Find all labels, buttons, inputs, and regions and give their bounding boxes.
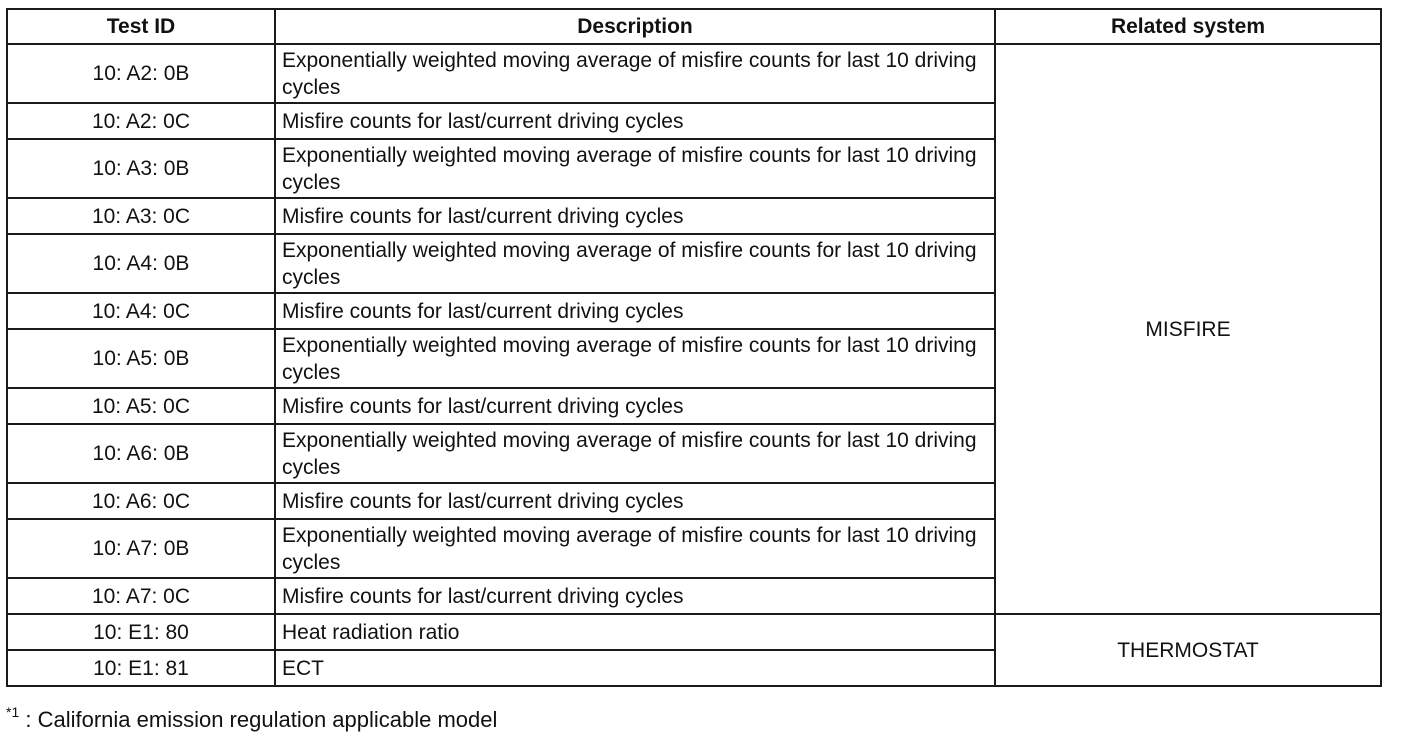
header-description: Description: [275, 9, 995, 44]
description-cell: Exponentially weighted moving average of misfire counts for last 10 driving cycles: [275, 139, 995, 198]
footnote-text: : California emission regulation applicable model: [25, 707, 498, 732]
description-cell: Heat radiation ratio: [275, 614, 995, 650]
description-cell: Misfire counts for last/current driving cycles: [275, 483, 995, 519]
footnote: [6, 706, 497, 734]
description-cell: Exponentially weighted moving average of misfire counts for last 10 driving cycles: [275, 519, 995, 578]
test-id-cell: 10: A2: 0C: [7, 103, 275, 139]
table-row: [7, 44, 1381, 103]
description-cell: Misfire counts for last/current driving cycles: [275, 293, 995, 329]
test-id-cell: 10: A6: 0C: [7, 483, 275, 519]
header-related-system: Related system: [995, 9, 1381, 44]
test-id-table: [6, 8, 1382, 687]
header-test-id: Test ID: [7, 9, 275, 44]
table-row: [7, 614, 1381, 650]
description-cell: Exponentially weighted moving average of misfire counts for last 10 driving cycles: [275, 234, 995, 293]
test-id-cell: 10: A5: 0C: [7, 388, 275, 424]
test-id-cell: 10: E1: 81: [7, 650, 275, 686]
test-id-cell: 10: A3: 0B: [7, 139, 275, 198]
description-cell: Misfire counts for last/current driving cycles: [275, 578, 995, 614]
description-cell: Misfire counts for last/current driving cycles: [275, 198, 995, 234]
related-system-misfire: MISFIRE: [995, 44, 1381, 614]
test-id-cell: 10: A4: 0C: [7, 293, 275, 329]
test-id-cell: 10: A2: 0B: [7, 44, 275, 103]
test-id-cell: 10: A4: 0B: [7, 234, 275, 293]
footnote-marker: *1: [6, 704, 20, 720]
test-id-cell: 10: A7: 0C: [7, 578, 275, 614]
related-system-thermostat: THERMOSTAT: [995, 614, 1381, 686]
description-cell: Exponentially weighted moving average of misfire counts for last 10 driving cycles: [275, 329, 995, 388]
test-id-cell: 10: A6: 0B: [7, 424, 275, 483]
description-cell: Exponentially weighted moving average of misfire counts for last 10 driving cycles: [275, 44, 995, 103]
test-id-cell: 10: A3: 0C: [7, 198, 275, 234]
table-header-row: [7, 9, 1381, 44]
description-cell: Misfire counts for last/current driving cycles: [275, 388, 995, 424]
description-cell: Misfire counts for last/current driving cycles: [275, 103, 995, 139]
test-id-cell: 10: A5: 0B: [7, 329, 275, 388]
description-cell: Exponentially weighted moving average of misfire counts for last 10 driving cycles: [275, 424, 995, 483]
test-id-cell: 10: E1: 80: [7, 614, 275, 650]
test-id-cell: 10: A7: 0B: [7, 519, 275, 578]
description-cell: ECT: [275, 650, 995, 686]
